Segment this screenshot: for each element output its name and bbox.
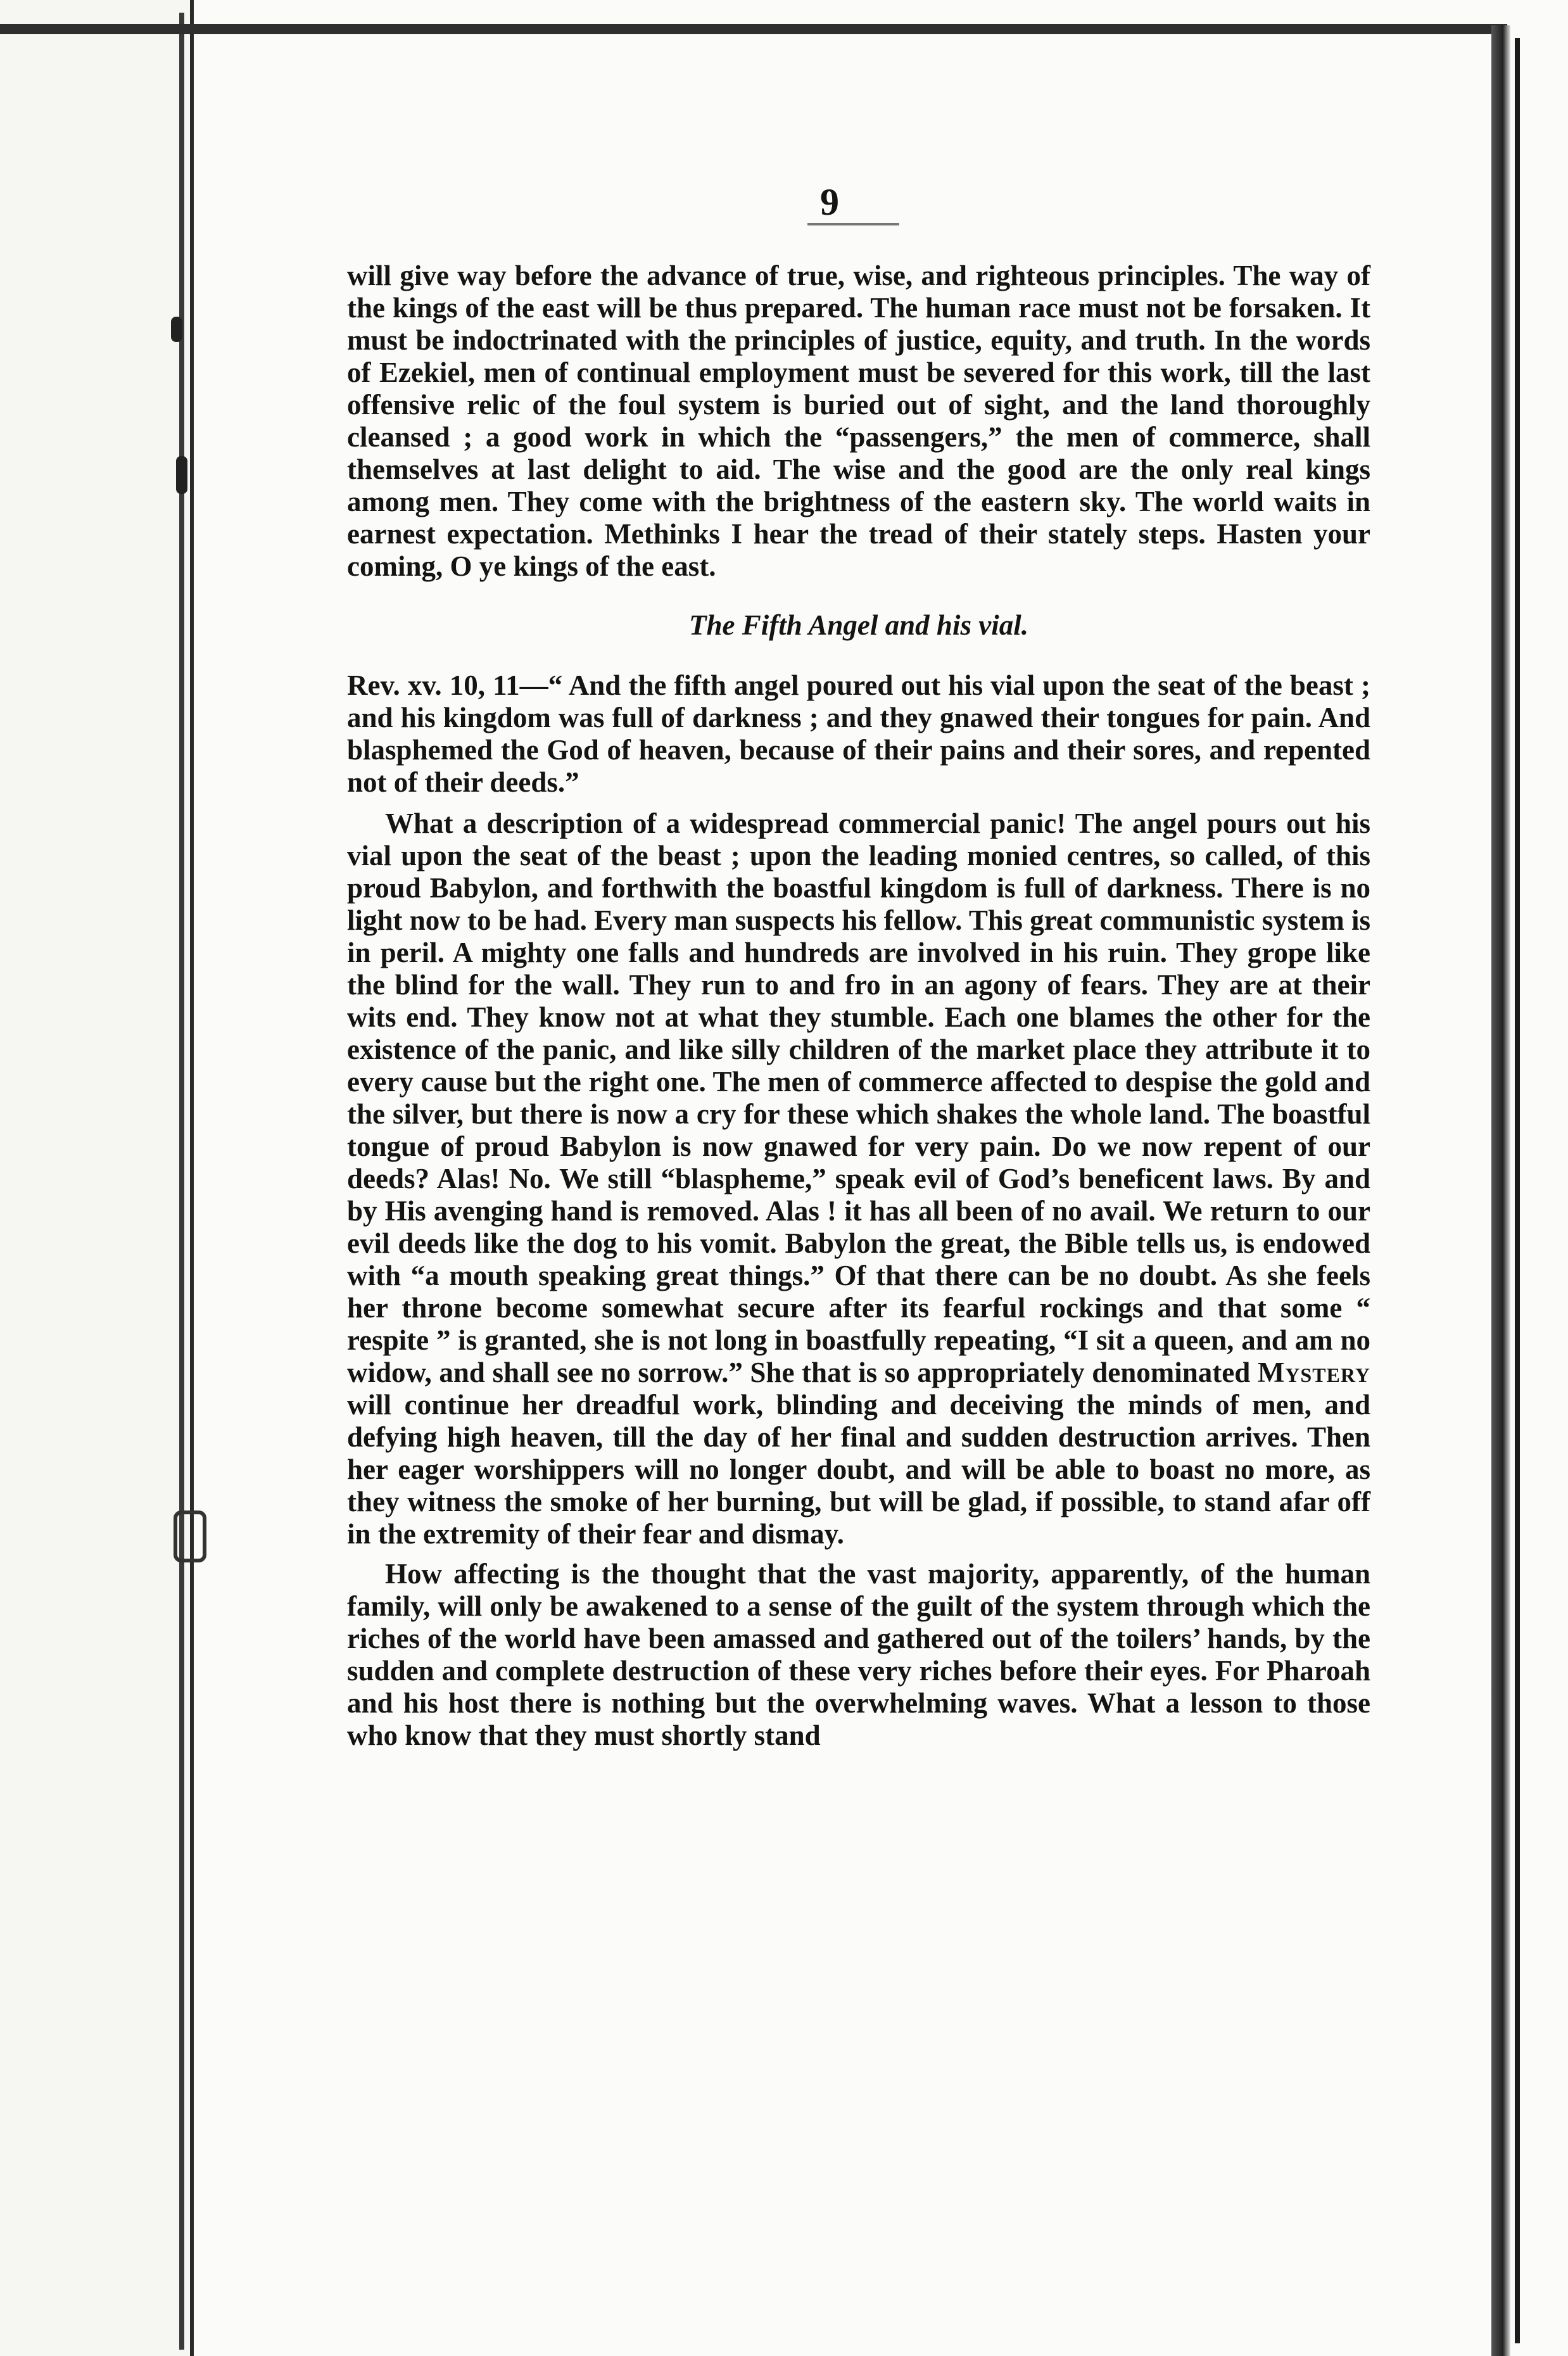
mystery-smallcaps: Mystery	[1257, 1357, 1370, 1388]
paragraph-kings-of-east: will give way before the advance of true, wise, and righteous principles. The way of the kings of the east will be thus prepared. The human race must not be forsaken. It must be indoctrinated with the principles of justice, equity, and truth. In the words of Ezekiel, men of continual employment must be severed for this work, till the last offensive relic of the foul system is buried out of sight, and the land thoroughly cleansed ; a good work in which the “passengers,” the men of commerce, shall themselves at last delight to aid. The wise and the good are the only real kings among men. They come with the brightness of the eastern sky. The world waits in earnest expectation. Methinks I hear the tread of their stately steps. Hasten your coming, O ye kings of the east.	[347, 260, 1370, 582]
page-right-edge	[1491, 25, 1510, 2356]
margin-mark	[171, 317, 182, 342]
page-number-rule	[807, 223, 899, 225]
margin-mark	[176, 456, 187, 494]
page-right-edge-shadow	[1515, 38, 1520, 2343]
margin-mark	[174, 1510, 206, 1562]
body-text	[347, 260, 1370, 1752]
paragraph-commercial-panic	[347, 808, 1370, 1550]
facing-page-edge	[0, 0, 194, 2356]
section-heading: The Fifth Angel and his vial.	[689, 609, 1028, 641]
binding-gutter	[179, 13, 184, 2350]
page-number: 9	[820, 181, 839, 223]
paragraph-scripture-quote: Rev. xv. 10, 11—“ And the fifth angel poured out his vial upon the seat of the beast ; and his kingdom was full of darkness ; and they gnawed their tongues for pain. And blasphemed the God of heaven, because of their pains and their sores, and repented not of their deeds.”	[347, 669, 1370, 798]
page-top-edge	[0, 24, 1507, 34]
paragraph-text: What a description of a widespread commercial panic! The angel pours out his vial upon the seat of the beast ; upon the leading monied centres, so called, of this proud Babylon, and forthwith the boastful kingdom is full of darkness. There is no light now to be had. Every man suspects his fellow. This great communistic system is in peril. A mighty one falls and hundreds are involved in his ruin. They grope like the blind for the wall. They run to and fro in an agony of fears. They are at their wits end. They know not at what they stumble. Each one blames the other for the existence of the panic, and like silly children of the market place they attribute it to every cause but the right one. The men of commerce affected to despise the gold and the silver, but there is now a cry for these which shakes the whole land. The boastful tongue of proud Babylon is now gnawed for very pain. Do we now repent of our deeds? Alas! No. We still “blaspheme,” speak evil of God’s beneficent laws. By and by His avenging hand is removed. Alas ! it has all been of no avail. We return to our evil deeds like the dog to his vomit. Babylon the great, the Bible tells us, is endowed with “a mouth speaking great things.” Of that there can be no doubt. As she feels her throne become somewhat secure after its fearful rockings and that some “ respite ” is granted, she is not long in boastfully repeating, “I sit a queen, and am no widow, and shall see no sorrow.” She that is so appropriately denominated	[347, 808, 1370, 1388]
paragraph-human-family: How affecting is the thought that the vast majority, apparently, of the human family, will only be awakened to a sense of the guilt of the system through which the riches of the world have been amassed and gathered out of the toilers’ hands, by the sudden and complete destruction of these very riches before their eyes. For Pharoah and his host there is nothing but the overwhelming waves. What a lesson to those who know that they must shortly stand	[347, 1558, 1370, 1751]
paragraph-text: will continue her dreadful work, blinding and deceiving the minds of men, and defying high heaven, till the day of her final and sudden destruction arrives. Then her eager worshippers will no longer doubt, and will be able to boast no more, as they witness the smoke of her burning, but will be glad, if possible, to stand afar off in the extremity of their fear and dismay.	[347, 1389, 1370, 1550]
